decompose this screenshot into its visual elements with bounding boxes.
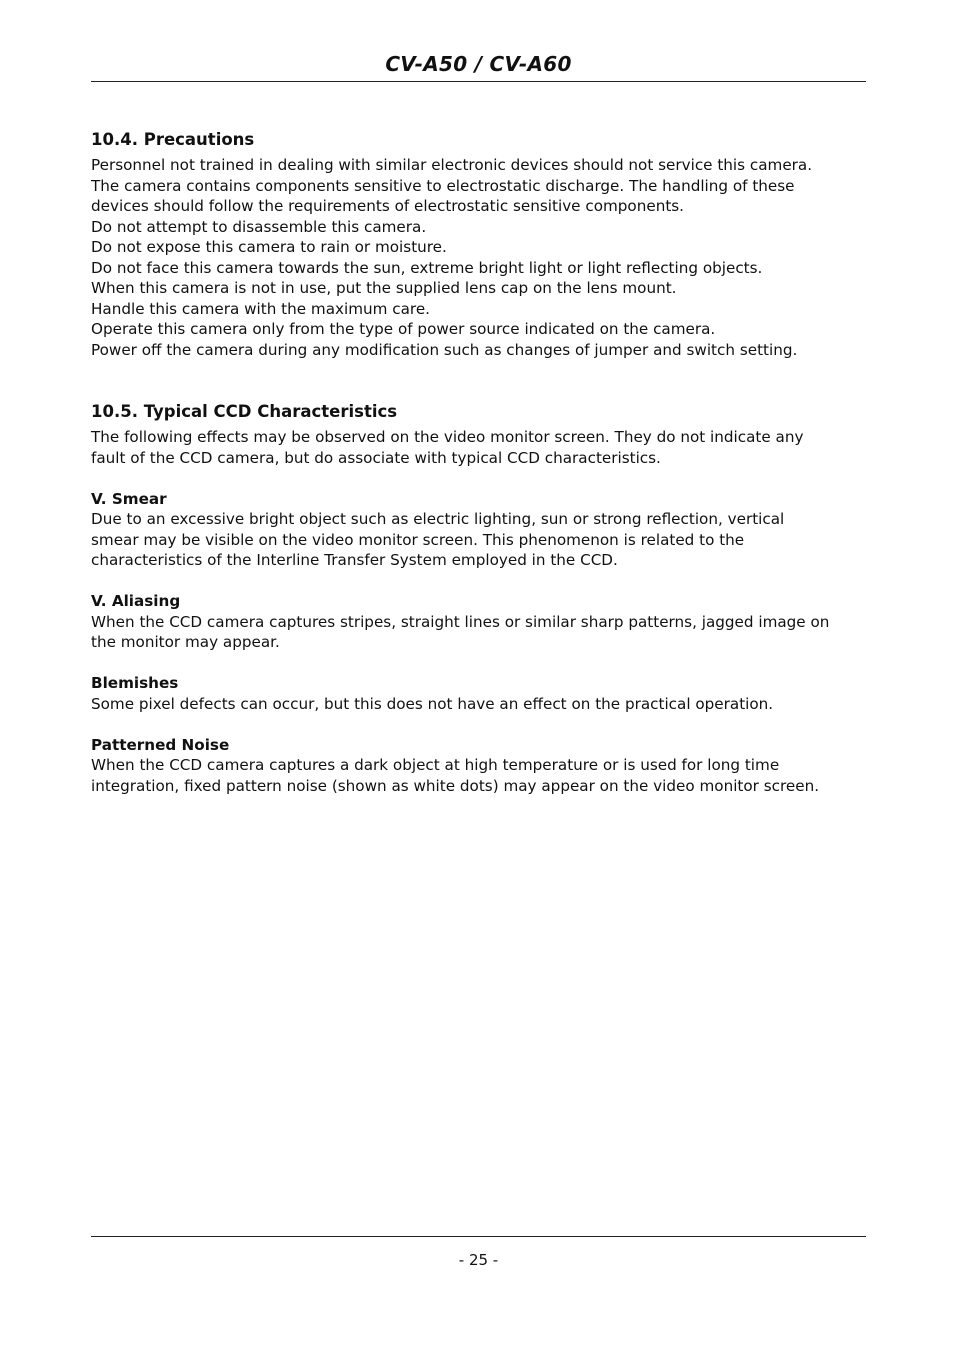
page-header [91,52,866,82]
smear-line: characteristics of the Interline Transfer System employed in the CCD. [91,551,618,569]
smear-line: Due to an excessive bright object such as electric lighting, sun or strong reflection, vertical [91,510,785,528]
section-ccd-characteristics [91,400,866,796]
precaution-line: Do not attempt to disassemble this camera. [91,217,427,236]
precaution-line: The camera contains components sensitive to electrostatic discharge. The handling of these [91,176,795,195]
ccd-item-smear [91,489,866,571]
precaution-line: When this camera is not in use, put the supplied lens cap on the lens mount. [91,279,677,297]
subheading-aliasing: V. Aliasing [91,592,181,610]
section-spacer [91,360,866,400]
page-footer [91,1236,866,1270]
smear-line: smear may be visible on the video monitor screen. This phenomenon is related to the [91,530,745,549]
subheading-blemishes: Blemishes [91,674,179,692]
paragraph-spacer [91,468,866,489]
section-precautions [91,128,866,360]
section-heading-precautions: 10.4. Precautions [91,130,255,149]
ccd-item-blemishes [91,673,866,714]
precaution-line: Personnel not trained in dealing with similar electronic devices should not service this camera. [91,156,813,174]
precaution-line: devices should follow the requirements of electrostatic sensitive components. [91,197,685,215]
precaution-line: Handle this camera with the maximum care. [91,299,430,318]
precaution-line: Operate this camera only from the type of power source indicated on the camera. [91,320,716,338]
patterned-noise-line: integration, fixed pattern noise (shown as white dots) may appear on the video monitor screen. [91,776,820,795]
subheading-smear: V. Smear [91,489,167,508]
paragraph-spacer [91,571,866,592]
document-title: CV-A50 / CV-A60 [385,52,572,76]
ccd-intro-line: The following effects may be observed on the video monitor screen. They do not indicate any [91,428,804,446]
page-number: - 25 - [458,1251,499,1269]
page-content [91,128,866,796]
aliasing-line: the monitor may appear. [91,633,280,651]
ccd-item-patterned-noise [91,735,866,797]
section-heading-ccd: 10.5. Typical CCD Characteristics [91,402,398,421]
precaution-line: Power off the camera during any modification such as changes of jumper and switch setting. [91,340,798,359]
ccd-item-aliasing [91,591,866,653]
precaution-line: Do not expose this camera to rain or moisture. [91,238,447,256]
subheading-patterned-noise: Patterned Noise [91,735,230,754]
ccd-intro-line: fault of the CCD camera, but do associate with typical CCD characteristics. [91,448,661,467]
paragraph-spacer [91,653,866,674]
precaution-line: Do not face this camera towards the sun, extreme bright light or light reflecting objects. [91,258,763,277]
patterned-noise-line: When the CCD camera captures a dark object at high temperature or is used for long time [91,756,780,774]
aliasing-line: When the CCD camera captures stripes, straight lines or similar sharp patterns, jagged image on [91,612,830,631]
paragraph-spacer [91,714,866,735]
blemishes-line: Some pixel defects can occur, but this does not have an effect on the practical operation. [91,694,774,713]
